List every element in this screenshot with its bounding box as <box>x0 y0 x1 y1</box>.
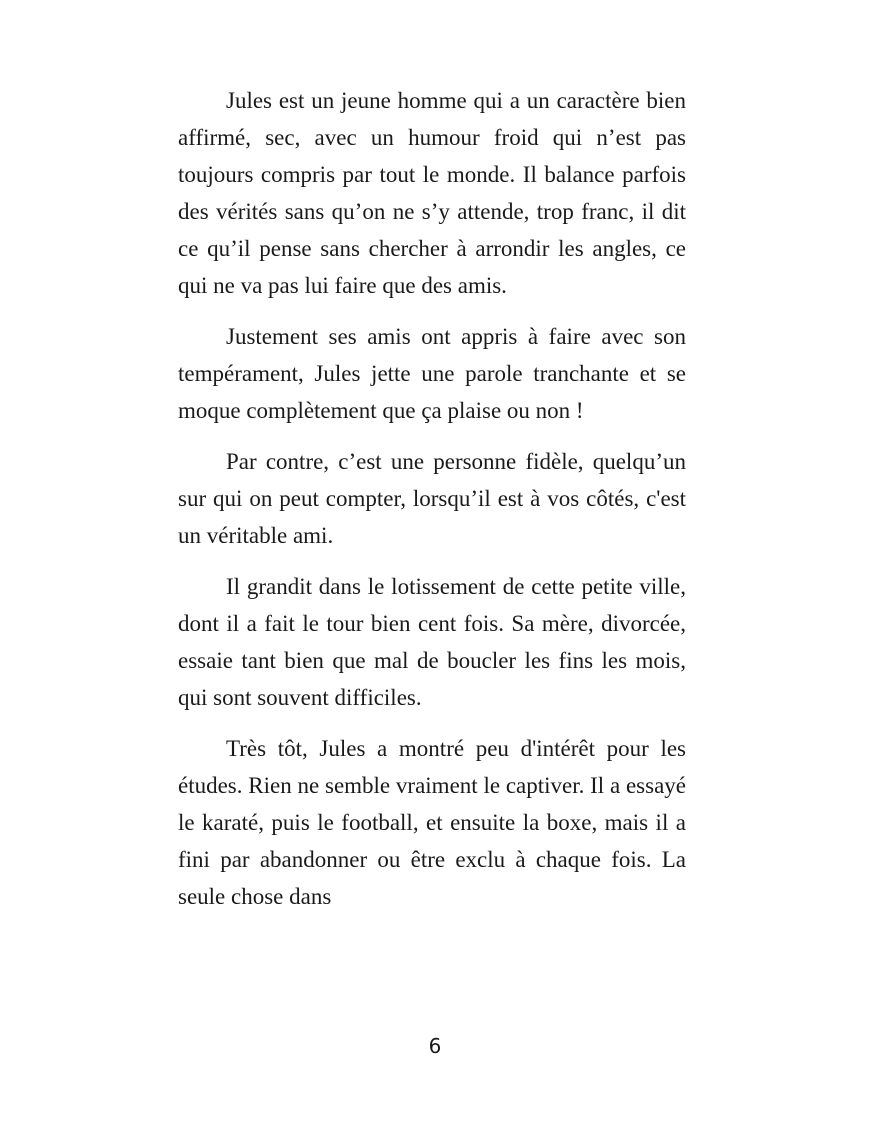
paragraph-2: Justement ses amis ont appris à faire avec son tempérament, Jules jette une parole tranchante et se moque complètement que ça plaise ou non ! <box>178 324 686 423</box>
body-text <box>178 82 686 929</box>
paragraph-5: Très tôt, Jules a montré peu d'intérêt pour les études. Rien ne semble vraiment le captiver. Il a essayé le karaté, puis le football, et ensuite la boxe, mais il a fini par abandonner ou être exclu à chaque fois. La seule chose dans <box>178 736 686 909</box>
paragraph-4: Il grandit dans le lotissement de cette petite ville, dont il a fait le tour bien cent fois. Sa mère, divorcée, essaie tant bien que mal de boucler les fins les mois, qui sont souvent difficiles. <box>178 574 686 710</box>
paragraph-3: Par contre, c’est une personne fidèle, quelqu’un sur qui on peut compter, lorsqu’il est à vos côtés, c'est un véritable ami. <box>178 449 686 548</box>
page-number: 6 <box>428 1034 442 1058</box>
paragraph-1: Jules est un jeune homme qui a un caractère bien affirmé, sec, avec un humour froid qui n’est pas toujours compris par tout le monde. Il balance parfois des vérités sans qu’on ne s’y attende, trop franc, il dit ce qu’il pense sans chercher à arrondir les angles, ce qui ne va pas lui faire que des amis. <box>178 88 686 298</box>
